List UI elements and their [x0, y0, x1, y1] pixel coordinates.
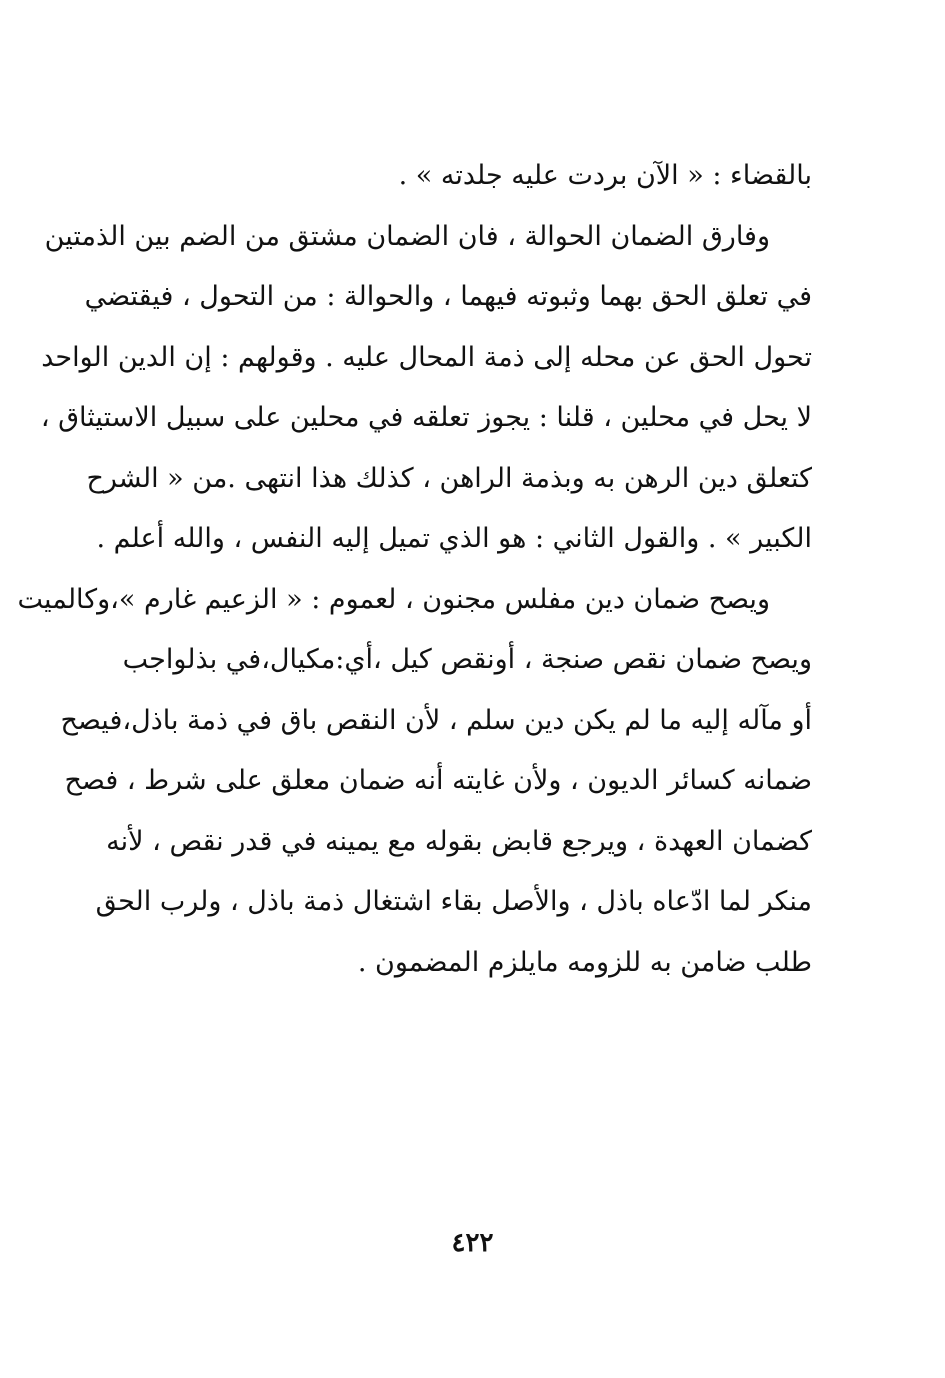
text-line: منكر لما ادّعاه باذل ، والأصل بقاء اشتغال ذمة باذل ، ولرب الحق: [95, 886, 812, 917]
text-line: طلب ضامن به للزومه مايلزم المضمون .: [357, 946, 812, 978]
text-line: أو مآله إليه ما لم يكن دين سلم ، لأن النقص باق في ذمة باذل،فيصح: [60, 704, 812, 736]
text-line: ضمانه كسائر الديون ، ولأن غايته أنه ضمان معلق على شرط ، فصح: [64, 765, 812, 796]
text-line: لا يحل في محلين ، قلنا : يجوز تعلقه في محلين على سبيل الاستيثاق ،: [40, 402, 812, 433]
text-line: ويصح ضمان دين مفلس مجنون ، لعموم : « الزعيم غارم »،وكالميت: [17, 583, 770, 615]
text-line: تحول الحق عن محله إلى ذمة المحال عليه . وقولهم : إن الدين الواحد: [41, 341, 812, 373]
body-text: [17, 146, 812, 993]
text-line: الكبير » . والقول الثاني : هو الذي تميل إليه النفس ، والله أعلم .: [96, 523, 812, 554]
text-line: بالقضاء : « الآن بردت عليه جلدته » .: [398, 160, 812, 191]
page-number: ٤٢٢: [451, 1228, 494, 1258]
text-line: كضمان العهدة ، ويرجع قابض بقوله مع يمينه في قدر نقص ، لأنه: [106, 825, 812, 857]
text-line: وفارق الضمان الحوالة ، فان الضمان مشتق من الضم بين الذمتين: [44, 220, 770, 252]
text-line: كتعلق دين الرهن به وبذمة الراهن ، كذلك هذا انتهى .من « الشرح: [86, 462, 812, 494]
text-line: ويصح ضمان نقص صنجة ، أونقص كيل ،أي:مكيال،في بذلواجب: [122, 644, 812, 675]
text-line: في تعلق الحق بهما وثبوته فيهما ، والحوالة : من التحول ، فيقتضي: [84, 281, 812, 312]
